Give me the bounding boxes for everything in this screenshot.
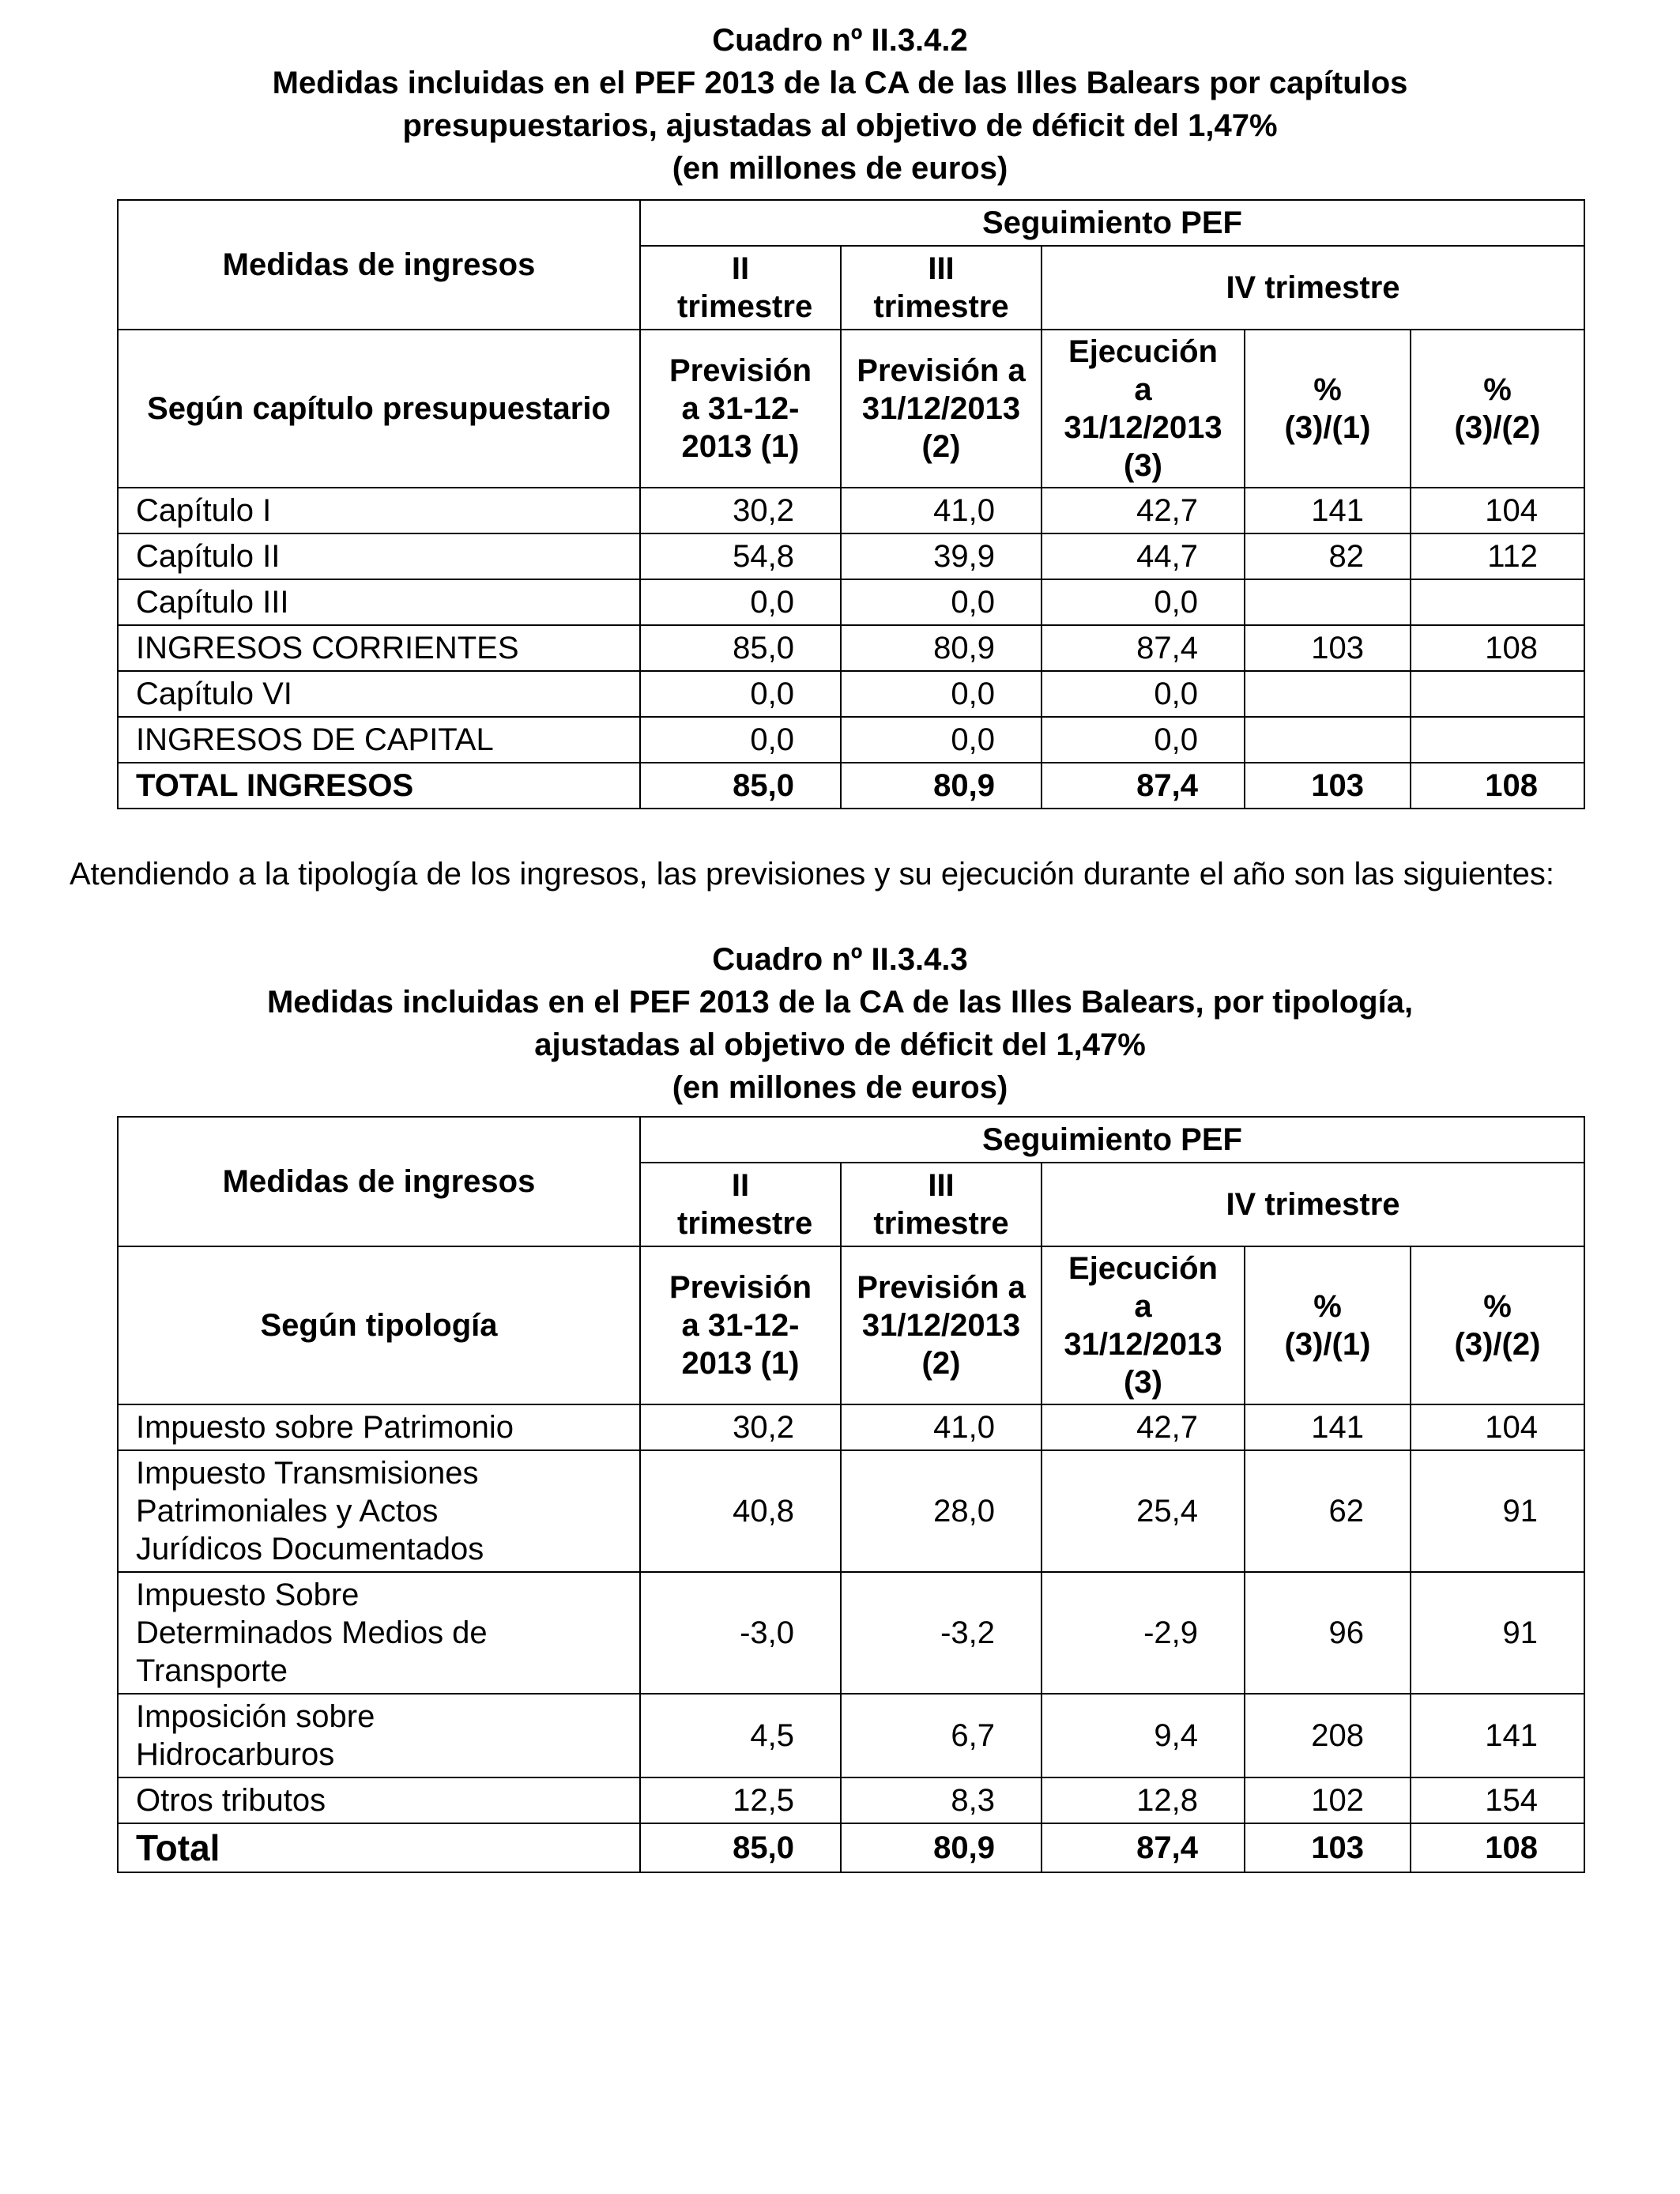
cell-prevision-1: 85,0 (640, 1823, 841, 1872)
table2-header-col4: % (3)/(1) (1245, 1246, 1411, 1404)
table1-header-col4: % (3)/(1) (1245, 330, 1411, 488)
table1-title-number: Cuadro nº II.3.4.2 (712, 23, 968, 58)
row-label: Capítulo VI (118, 671, 640, 717)
table-row (118, 717, 1584, 763)
cell-pct-3-2: 108 (1411, 625, 1584, 671)
cell-prevision-2: 0,0 (841, 579, 1042, 625)
table1-title-block (0, 19, 1680, 190)
table-total-row (118, 1823, 1584, 1872)
cell-prevision-1: 12,5 (640, 1777, 841, 1823)
row-label: Capítulo II (118, 533, 640, 579)
cell-prevision-2: 0,0 (841, 717, 1042, 763)
cell-prevision-2: 80,9 (841, 763, 1042, 809)
table-row (118, 1572, 1584, 1694)
cell-pct-3-2: 91 (1411, 1450, 1584, 1572)
table-row (118, 1777, 1584, 1823)
table2-header-seguimiento: Seguimiento PEF (640, 1117, 1584, 1163)
table-row (118, 533, 1584, 579)
table1-header-q2: II trimestre (640, 246, 841, 330)
cell-ejecucion: 42,7 (1042, 488, 1245, 533)
cell-pct-3-2: 141 (1411, 1694, 1584, 1777)
cell-prevision-2: 41,0 (841, 488, 1042, 533)
cell-pct-3-1 (1245, 717, 1411, 763)
table1-header-seguimiento: Seguimiento PEF (640, 200, 1584, 246)
cell-prevision-1: 4,5 (640, 1694, 841, 1777)
cell-pct-3-1 (1245, 579, 1411, 625)
table-row (118, 488, 1584, 533)
table1-header-col5: % (3)/(2) (1411, 330, 1584, 488)
cell-prevision-2: 8,3 (841, 1777, 1042, 1823)
table-row (118, 1450, 1584, 1572)
cell-pct-3-1 (1245, 671, 1411, 717)
cell-pct-3-2: 108 (1411, 763, 1584, 809)
cell-ejecucion: 25,4 (1042, 1450, 1245, 1572)
table1-title-line2: Medidas incluidas en el PEF 2013 de la CA de las Illes Balears por capítulos (272, 66, 1408, 100)
cell-prevision-1: 54,8 (640, 533, 841, 579)
row-label: Impuesto Sobre Determinados Medios de Transporte (118, 1572, 640, 1694)
row-label: TOTAL INGRESOS (118, 763, 640, 809)
row-label: Imposición sobre Hidrocarburos (118, 1694, 640, 1777)
cell-pct-3-1: 103 (1245, 1823, 1411, 1872)
cell-pct-3-2: 104 (1411, 488, 1584, 533)
row-label: Total (118, 1823, 640, 1872)
cell-prevision-1: 30,2 (640, 488, 841, 533)
cell-pct-3-1: 141 (1245, 1404, 1411, 1450)
cell-pct-3-2: 154 (1411, 1777, 1584, 1823)
cell-ejecucion: 9,4 (1042, 1694, 1245, 1777)
row-label: Impuesto Transmisiones Patrimoniales y Actos Jurídicos Documentados (118, 1450, 640, 1572)
cell-prevision-1: 0,0 (640, 717, 841, 763)
cell-pct-3-2: 108 (1411, 1823, 1584, 1872)
table1-title-line3: presupuestarios, ajustadas al objetivo de déficit del 1,47% (402, 108, 1278, 143)
row-label: INGRESOS CORRIENTES (118, 625, 640, 671)
table-row (118, 1694, 1584, 1777)
cell-prevision-2: 80,9 (841, 1823, 1042, 1872)
cell-ejecucion: 42,7 (1042, 1404, 1245, 1450)
cell-prevision-1: 40,8 (640, 1450, 841, 1572)
cell-prevision-1: 85,0 (640, 625, 841, 671)
table2-header-segun: Según tipología (118, 1246, 640, 1404)
table-row (118, 579, 1584, 625)
cell-prevision-1: 30,2 (640, 1404, 841, 1450)
cell-prevision-2: 39,9 (841, 533, 1042, 579)
cell-pct-3-2: 91 (1411, 1572, 1584, 1694)
row-label: Capítulo III (118, 579, 640, 625)
table2-header-col1: Previsión a 31-12-2013 (1) (640, 1246, 841, 1404)
table1-header-col3: Ejecución a 31/12/2013 (3) (1042, 330, 1245, 488)
cell-pct-3-1: 103 (1245, 763, 1411, 809)
row-label: INGRESOS DE CAPITAL (118, 717, 640, 763)
table1-title-units: (en millones de euros) (672, 151, 1008, 186)
table2-title-line2: Medidas incluidas en el PEF 2013 de la CA de las Illes Balears, por tipología, (266, 985, 1414, 1020)
table1-header-q3: III trimestre (841, 246, 1042, 330)
cell-ejecucion: 12,8 (1042, 1777, 1245, 1823)
cell-ejecucion: 87,4 (1042, 763, 1245, 809)
cell-prevision-2: 41,0 (841, 1404, 1042, 1450)
cell-prevision-2: 80,9 (841, 625, 1042, 671)
cell-ejecucion: 87,4 (1042, 625, 1245, 671)
cell-pct-3-1: 141 (1245, 488, 1411, 533)
cell-ejecucion: 0,0 (1042, 671, 1245, 717)
cell-ejecucion: 0,0 (1042, 717, 1245, 763)
table2-title-number: Cuadro nº II.3.4.3 (712, 942, 968, 977)
cell-prevision-1: 85,0 (640, 763, 841, 809)
body-paragraph: Atendiendo a la tipología de los ingresos, las previsiones y su ejecución durante el año son las siguientes: (70, 857, 1554, 892)
table1 (117, 199, 1585, 809)
cell-prevision-1: 0,0 (640, 671, 841, 717)
table1-header-segun: Según capítulo presupuestario (118, 330, 640, 488)
table2-header-q3: III trimestre (841, 1163, 1042, 1246)
cell-prevision-2: 6,7 (841, 1694, 1042, 1777)
table1-header-medidas: Medidas de ingresos (118, 200, 640, 330)
table2-title-block (0, 938, 1680, 1109)
table2 (117, 1116, 1585, 1873)
cell-prevision-2: 0,0 (841, 671, 1042, 717)
table-row (118, 671, 1584, 717)
table-total-row (118, 763, 1584, 809)
cell-pct-3-2 (1411, 579, 1584, 625)
table2-title-line3: ajustadas al objetivo de déficit del 1,47% (534, 1027, 1146, 1062)
cell-pct-3-2 (1411, 717, 1584, 763)
table2-header-col2: Previsión a 31/12/2013 (2) (841, 1246, 1042, 1404)
cell-prevision-2: 28,0 (841, 1450, 1042, 1572)
row-label: Otros tributos (118, 1777, 640, 1823)
table-row (118, 625, 1584, 671)
cell-pct-3-1: 102 (1245, 1777, 1411, 1823)
table2-header-medidas: Medidas de ingresos (118, 1117, 640, 1246)
cell-pct-3-2: 112 (1411, 533, 1584, 579)
cell-pct-3-1: 82 (1245, 533, 1411, 579)
cell-ejecucion: 44,7 (1042, 533, 1245, 579)
row-label: Capítulo I (118, 488, 640, 533)
table1-header-q4: IV trimestre (1042, 246, 1584, 330)
cell-ejecucion: -2,9 (1042, 1572, 1245, 1694)
cell-pct-3-1: 103 (1245, 625, 1411, 671)
cell-prevision-2: -3,2 (841, 1572, 1042, 1694)
cell-pct-3-2 (1411, 671, 1584, 717)
cell-prevision-1: -3,0 (640, 1572, 841, 1694)
cell-pct-3-2: 104 (1411, 1404, 1584, 1450)
table1-header-col1: Previsión a 31-12-2013 (1) (640, 330, 841, 488)
table2-header-q2: II trimestre (640, 1163, 841, 1246)
cell-pct-3-1: 208 (1245, 1694, 1411, 1777)
table2-header-col5: % (3)/(2) (1411, 1246, 1584, 1404)
row-label: Impuesto sobre Patrimonio (118, 1404, 640, 1450)
cell-ejecucion: 87,4 (1042, 1823, 1245, 1872)
cell-ejecucion: 0,0 (1042, 579, 1245, 625)
table2-header-q4: IV trimestre (1042, 1163, 1584, 1246)
cell-pct-3-1: 96 (1245, 1572, 1411, 1694)
table2-title-units: (en millones de euros) (672, 1070, 1008, 1105)
table1-header-col2: Previsión a 31/12/2013 (2) (841, 330, 1042, 488)
cell-prevision-1: 0,0 (640, 579, 841, 625)
table2-header-col3: Ejecución a 31/12/2013 (3) (1042, 1246, 1245, 1404)
cell-pct-3-1: 62 (1245, 1450, 1411, 1572)
table-row (118, 1404, 1584, 1450)
